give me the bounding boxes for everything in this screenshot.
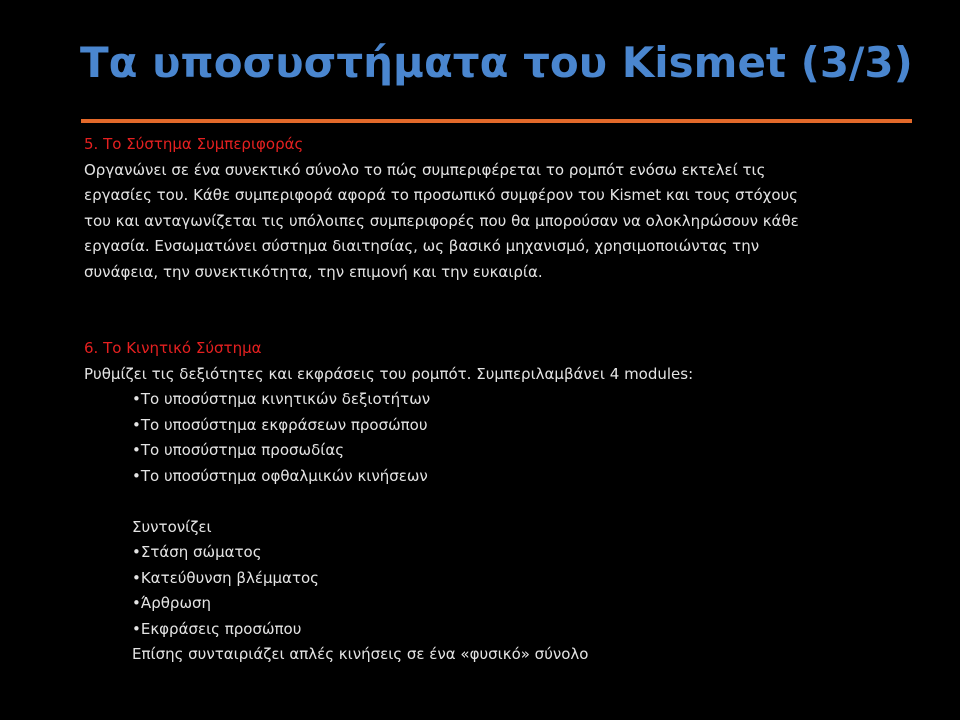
- section-5-line-5: συνάφεια, την συνεκτικότητα, την επιμονή και την ευκαιρία.: [84, 262, 543, 281]
- title-divider: [81, 119, 912, 123]
- module-item: •Το υποσύστημα προσωδίας: [132, 441, 345, 459]
- section-5-line-1: Οργανώνει σε ένα συνεκτικό σύνολο το πώς συμπεριφέρεται το ρομπότ ενόσω εκτελεί τις: [84, 160, 766, 179]
- coordinates-item: •Εκφράσεις προσώπου: [132, 619, 302, 638]
- section-6-heading: 6. Το Κινητικό Σύστημα: [84, 339, 262, 357]
- section-5-line-4: εργασία. Ενσωματώνει σύστημα διαιτησίας, ως βασικό μηχανισμό, χρησιμοποιώντας την: [84, 237, 760, 255]
- coordinates-heading: Συντονίζει: [132, 517, 212, 536]
- slide-title: Τα υποσυστήματα του Kismet (3/3): [80, 38, 913, 87]
- module-item: •Το υποσύστημα οφθαλμικών κινήσεων: [132, 466, 428, 485]
- section-6-intro: Ρυθμίζει τις δεξιότητες και εκφράσεις του ρομπότ. Συμπεριλαμβάνει 4 modules:: [84, 364, 694, 383]
- section-5-line-3: του και ανταγωνίζεται τις υπόλοιπες συμπεριφορές που θα μπορούσαν να ολοκληρώσουν κάθε: [84, 211, 799, 230]
- module-item: •Το υποσύστημα κινητικών δεξιοτήτων: [132, 390, 431, 408]
- spacer: [84, 489, 934, 515]
- module-item: •Το υποσύστημα εκφράσεων προσώπου: [132, 415, 428, 434]
- slide-body: [84, 132, 934, 668]
- coordinates-item: •Άρθρωση: [132, 594, 212, 612]
- section-5-line-2: εργασίες του. Κάθε συμπεριφορά αφορά το προσωπικό συμφέρον του Kismet και τους στόχους: [84, 186, 798, 204]
- spacer: [84, 285, 934, 336]
- closing-line: Επίσης συνταιριάζει απλές κινήσεις σε ένα «φυσικό» σύνολο: [132, 645, 589, 663]
- coordinates-item: •Στάση σώματος: [132, 543, 262, 561]
- section-5-heading: 5. Το Σύστημα Συμπεριφοράς: [84, 135, 304, 153]
- coordinates-item: •Κατεύθυνση βλέμματος: [132, 568, 319, 587]
